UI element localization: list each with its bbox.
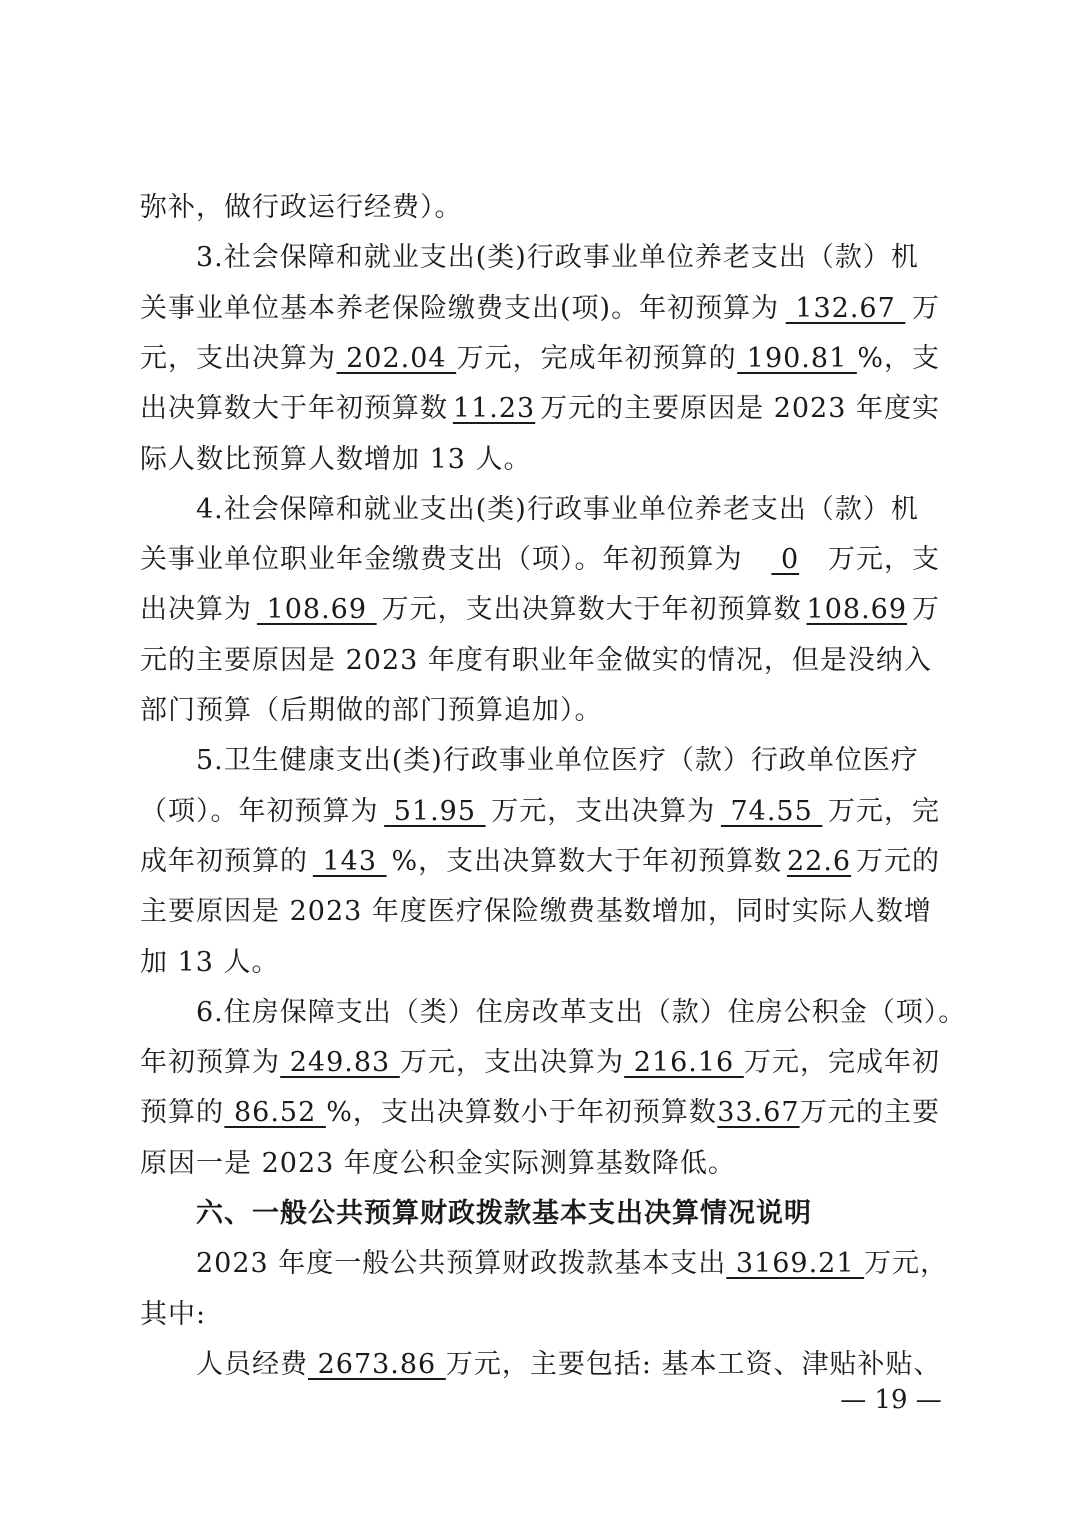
underlined-value: 108.69: [256, 594, 377, 625]
paragraph-line: [196, 1345, 940, 1385]
underlined-value: 132.67: [785, 293, 906, 324]
text: 年初预算为: [140, 1047, 280, 1078]
text: 原因一是 2023 年度公积金实际测算基数降低。: [140, 1148, 736, 1179]
text: 关事业单位基本养老保险缴费支出(项)。年初预算为: [140, 293, 780, 324]
text: 6.住房保障支出（类）住房改革支出（款）住房公积金（项）。: [196, 997, 967, 1028]
underlined-value: 33.67: [717, 1097, 800, 1128]
text: 六、一般公共预算财政拨款基本支出决算情况说明: [196, 1198, 812, 1229]
text: 主要原因是 2023 年度医疗保险缴费基数增加，同时实际人数增: [140, 896, 932, 927]
paragraph-line: [140, 1295, 940, 1335]
underlined-value: 202.04: [336, 343, 457, 374]
paragraph-line: [140, 691, 940, 731]
text: 其中:: [140, 1299, 207, 1330]
section-heading: [196, 1194, 940, 1234]
paragraph-line: [196, 993, 967, 1033]
paragraph-line: [196, 238, 940, 278]
page-number: — 19 —: [840, 1385, 942, 1415]
underlined-value: 190.81: [737, 343, 857, 374]
text: 部门预算（后期做的部门预算追加）。: [140, 695, 603, 726]
text: %，支出决算数大于年初预算数: [391, 846, 783, 877]
paragraph-line: [140, 792, 940, 832]
text: 预算的: [140, 1097, 224, 1128]
paragraph-line: [140, 1144, 940, 1184]
paragraph-line: [140, 289, 940, 329]
underlined-value: 74.55: [720, 796, 823, 827]
underlined-value: 22.6: [786, 846, 852, 877]
paragraph-line: [140, 1093, 940, 1133]
underlined-value: 0: [771, 544, 800, 575]
text: （项）。年初预算为: [140, 796, 379, 827]
text: 元，支出决算为: [140, 343, 336, 374]
text: 万元，支出决算为: [399, 1047, 624, 1078]
text: 弥补，做行政运行经费）。: [140, 192, 463, 223]
text: 万元的主要: [799, 1097, 940, 1128]
text: 万元，支: [827, 544, 940, 575]
text: 万元，: [864, 1248, 949, 1279]
text: 出决算数大于年初预算数: [140, 393, 448, 424]
paragraph-line: [140, 892, 940, 932]
text: 际人数比预算人数增加 13 人。: [140, 444, 532, 475]
text: 2023 年度一般公共预算财政拨款基本支出: [196, 1248, 727, 1279]
underlined-value: 3169.21: [726, 1248, 865, 1279]
underlined-value: 51.95: [384, 796, 486, 827]
text: 万: [912, 293, 940, 324]
text: %，支出决算数小于年初预算数: [326, 1097, 717, 1128]
text: 万: [912, 594, 940, 625]
paragraph-line: [196, 741, 940, 781]
paragraph-line: [140, 188, 940, 228]
text: 关事业单位职业年金缴费支出（项）。年初预算为: [140, 544, 743, 575]
underlined-value: 2673.86: [308, 1349, 446, 1380]
paragraph-line: [140, 389, 940, 429]
paragraph-line: [140, 943, 940, 983]
text: 加 13 人。: [140, 947, 280, 978]
underlined-value: 86.52: [224, 1097, 326, 1128]
text: 人员经费: [196, 1349, 308, 1380]
text: 成年初预算的: [140, 846, 308, 877]
text: 万元，主要包括: 基本工资、津贴补贴、: [445, 1349, 942, 1380]
paragraph-line: [140, 590, 940, 630]
underlined-value: 216.16: [624, 1047, 744, 1078]
underlined-value: 108.69: [806, 594, 908, 625]
paragraph-line: [140, 641, 940, 681]
text: 4.社会保障和就业支出(类)行政事业单位养老支出（款）机: [196, 494, 919, 525]
paragraph-line: [140, 842, 940, 882]
text: 出决算为: [140, 594, 252, 625]
underlined-value: 249.83: [280, 1047, 400, 1078]
paragraph-line: [140, 540, 940, 580]
paragraph-line: [140, 440, 940, 480]
text: 万元，支出决算为: [491, 796, 716, 827]
text: 万元，完: [828, 796, 940, 827]
text: 万元，完成年初: [743, 1047, 940, 1078]
text: 万元的: [855, 846, 940, 877]
text: 万元，完成年初预算的: [456, 343, 737, 374]
underlined-value: 143: [312, 846, 387, 877]
paragraph-line: [140, 1043, 940, 1083]
text: 万元的主要原因是 2023 年度实: [540, 393, 940, 424]
text: %，支: [857, 343, 940, 374]
text: 元的主要原因是 2023 年度有职业年金做实的情况，但是没纳入: [140, 645, 932, 676]
paragraph-line: [140, 339, 940, 379]
paragraph-line: [196, 1244, 949, 1284]
text: 5.卫生健康支出(类)行政事业单位医疗（款）行政单位医疗: [196, 745, 919, 776]
underlined-value: 11.23: [452, 393, 536, 424]
paragraph-line: [196, 490, 940, 530]
text: 3.社会保障和就业支出(类)行政事业单位养老支出（款）机: [196, 242, 919, 273]
text: 万元，支出决算数大于年初预算数: [381, 594, 802, 625]
